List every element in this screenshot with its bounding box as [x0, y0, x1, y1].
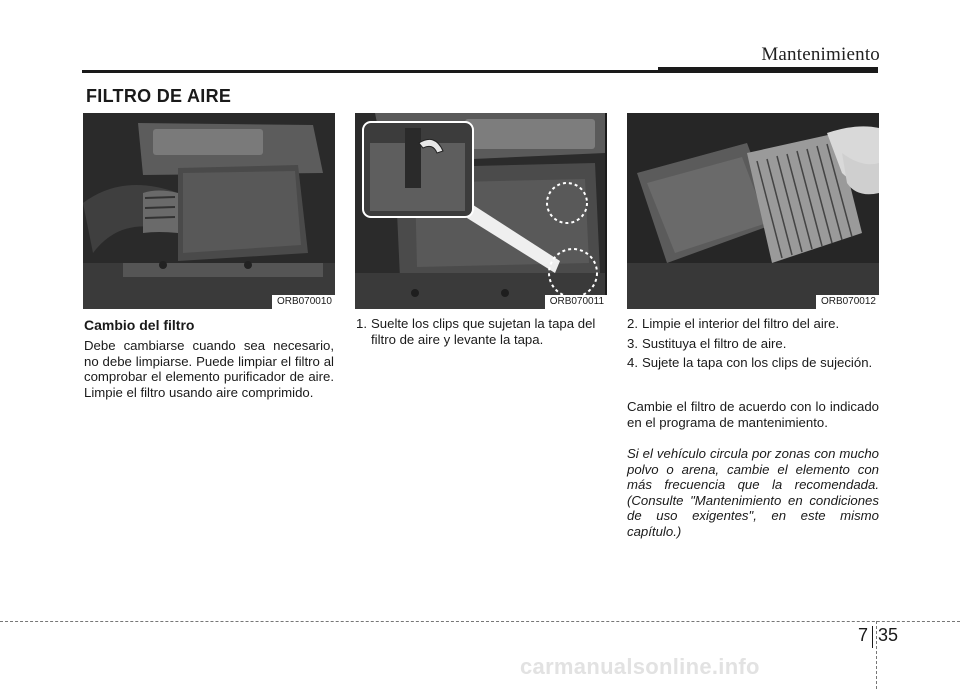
list-item: 1. Suelte los clips que sujetan la tapa del filtro de aire y levante la tapa. [356, 316, 596, 347]
photo-filter-removal [627, 113, 879, 309]
step-list [627, 316, 879, 375]
list-item: 3. Sustituya el filtro de aire. [627, 335, 787, 351]
list-item: 4. Sujete la tapa con los clips de sujeción. [627, 355, 873, 370]
chapter-number: 7 [858, 625, 869, 645]
page-number: 35 [878, 625, 899, 645]
list-item: 2. Limpie el interior del filtro del aire. [627, 316, 840, 331]
photo-filter-clips [355, 113, 607, 309]
footer-divider-line [876, 621, 877, 689]
section-title: FILTRO DE AIRE [86, 86, 232, 106]
photo-caption: ORB070010 [272, 295, 335, 309]
header-rule-accent [658, 67, 878, 73]
body-paragraph: Debe cambiarse cuando sea necesario, no debe limpiarse. Puede limpiar el filtro al comprobar el elemento purificador de aire. Limpie el filtro usando aire comprimido. [84, 338, 334, 400]
page-number-divider [872, 626, 873, 648]
photo-caption: ORB070012 [816, 295, 879, 309]
running-header: Mantenimiento [761, 44, 880, 65]
photo-caption: ORB070011 [545, 295, 607, 309]
step-list [356, 316, 606, 351]
body-paragraph: Cambie el filtro de acuerdo con lo indicado en el programa de mantenimiento. [627, 399, 879, 430]
watermark: carmanualsonline.info [520, 654, 760, 679]
footer-rule [0, 621, 960, 622]
note-paragraph: Si el vehículo circula por zonas con mucho polvo o arena, cambie el elemento con más frecuencia que la recomendada. (Consulte "Mantenimiento en condiciones de uso exigentes", en este mismo capítulo.) [627, 446, 879, 539]
photo-air-filter-housing [83, 113, 335, 309]
subsection-heading: Cambio del filtro [84, 317, 195, 333]
